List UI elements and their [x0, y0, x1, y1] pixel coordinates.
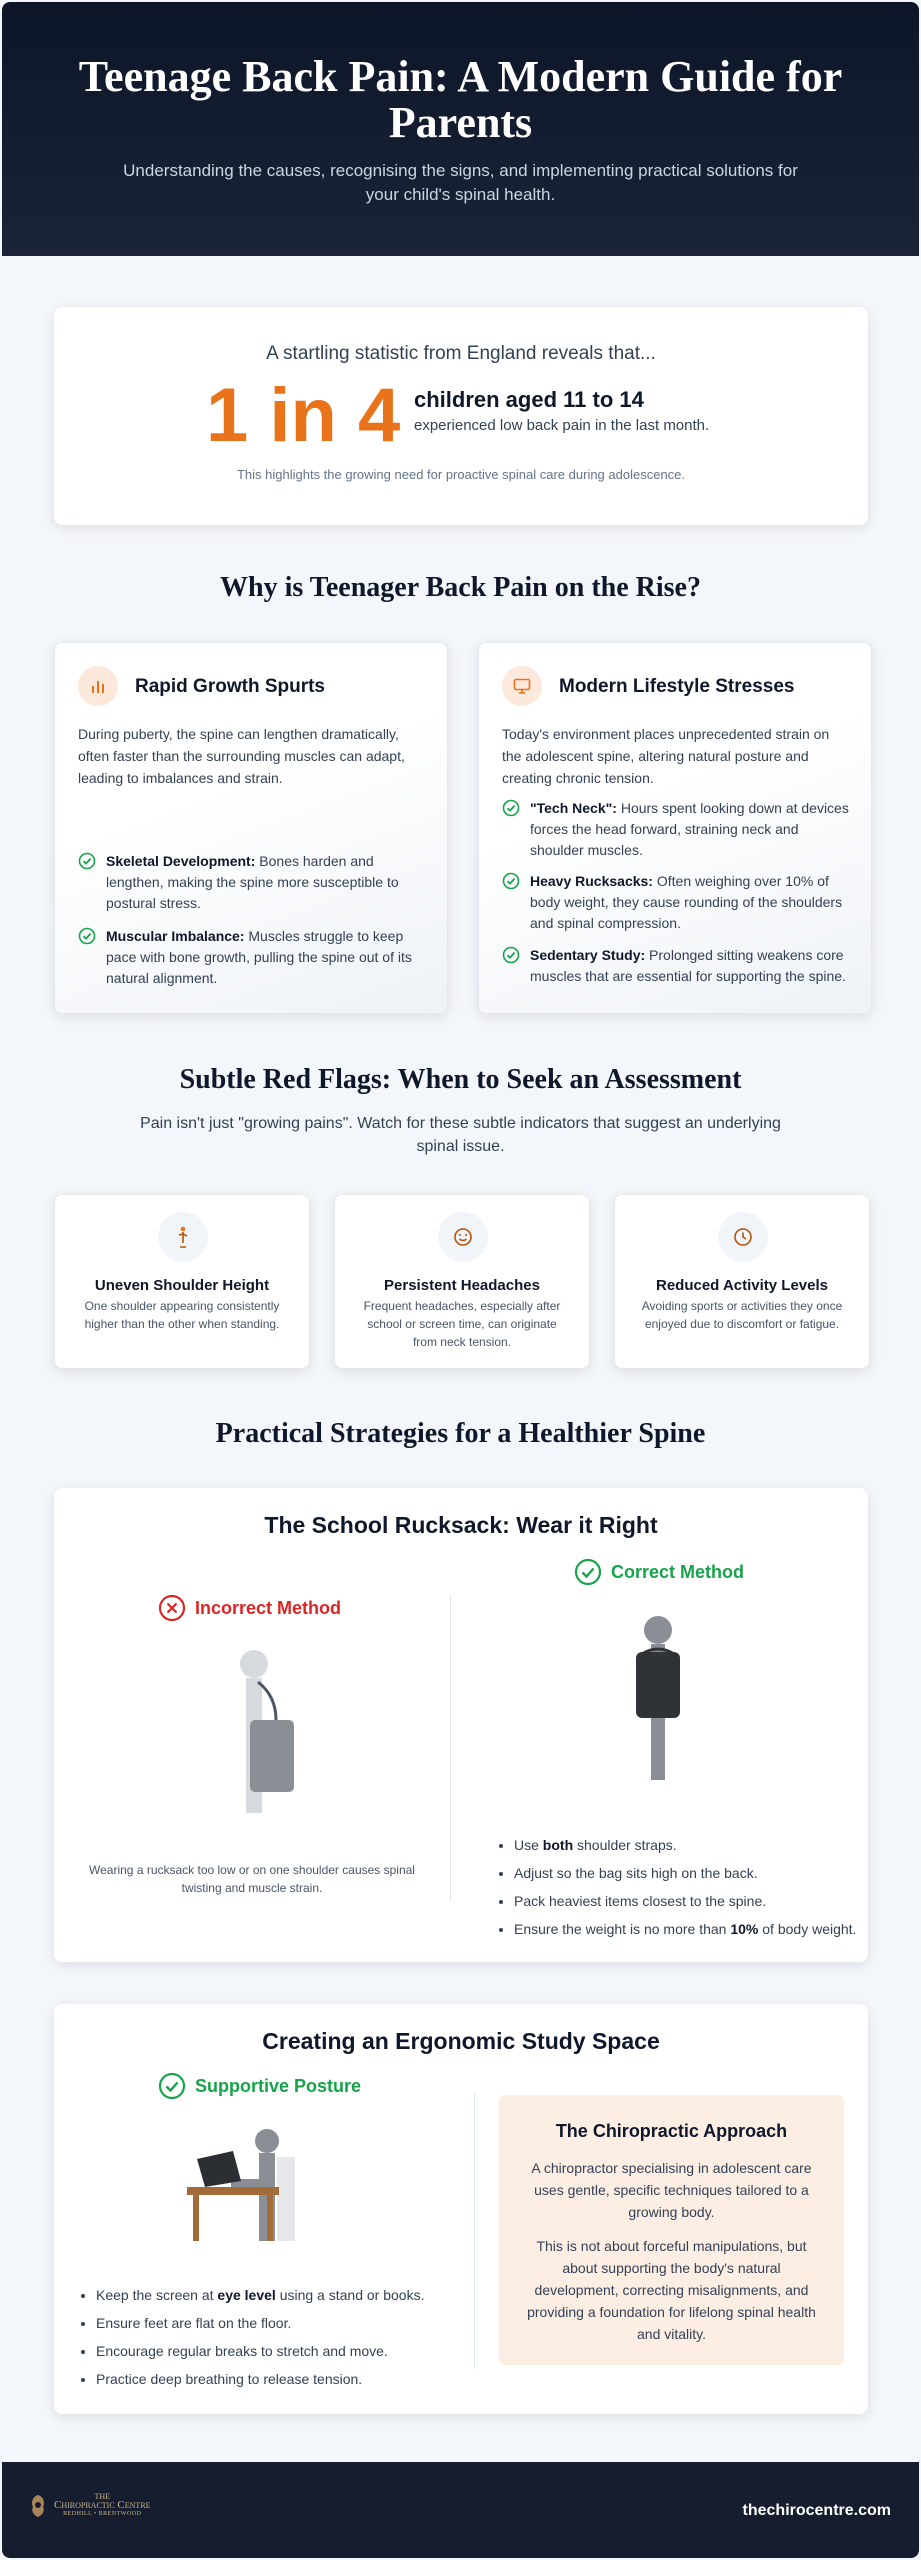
- statistic-headline: children aged 11 to 14: [414, 387, 644, 412]
- flag-title: Uneven Shoulder Height: [94, 1277, 270, 1294]
- cause-point: [78, 851, 427, 914]
- flag-text: Frequent headaches, especially after school or screen time, can originate from neck tension.: [363, 1299, 561, 1349]
- bar-chart-icon: [78, 666, 118, 706]
- chiro-paragraph: This is not about forceful manipulations, but about supporting the body's natural development, correcting misalignments, and providing a foundation for lifelong spinal health and vitality.: [527, 2238, 816, 2342]
- list-item: • Keep the screen at eye level using a stand or books.: [96, 2287, 424, 2304]
- cause-point: [502, 871, 851, 934]
- brand-logo[interactable]: [28, 2492, 151, 2519]
- point-text: Muscles struggle to keep pace with bone growth, pulling the spine out of its natural alignment.: [106, 928, 412, 986]
- point-text: Hours spent looking down at devices forces the head forward, straining neck and shoulder muscles.: [530, 800, 849, 858]
- point-text: Prolonged sitting weakens core muscles that are essential for supporting the spine.: [530, 947, 846, 984]
- flag-card-activity: [614, 1194, 870, 1369]
- cause-card-lifestyle: [478, 642, 872, 1014]
- statistic-intro: A startling statistic from England reveals that...: [266, 343, 656, 364]
- flags-intro: Pain isn't just "growing pains". Watch for these subtle indicators that suggest an underlying spinal issue.: [140, 1115, 781, 1155]
- statistic-card: [54, 307, 868, 525]
- footer: [2, 2462, 919, 2558]
- check-circle-icon: [78, 927, 96, 945]
- cause-description: Today's environment places unprecedented strain on the adolescent spine, altering natural posture and creating chronic tension.: [502, 726, 830, 786]
- point-text: Bones harden and lengthen, making the spine more susceptible to postural stress.: [106, 853, 399, 911]
- flag-card-shoulder: [54, 1194, 310, 1369]
- list-item: • Ensure feet are flat on the floor.: [96, 2315, 424, 2332]
- incorrect-method-heading: [158, 1594, 341, 1622]
- monitor-icon: [502, 666, 542, 706]
- logo-top: THE: [94, 2492, 111, 2501]
- clock-icon: [718, 1212, 768, 1262]
- incorrect-rucksack-illustration: [224, 1648, 294, 1818]
- cause-point: [78, 926, 427, 989]
- check-circle-icon: [574, 1558, 602, 1586]
- point-label: Muscular Imbalance:: [106, 928, 245, 944]
- face-icon: [438, 1212, 488, 1262]
- logo-sub: REDHILL • BRENTWOOD: [63, 2511, 142, 2517]
- cause-point: [502, 945, 851, 987]
- flags-title: Subtle Red Flags: When to Seek an Assessment: [179, 1064, 742, 1095]
- list-item: • Pack heaviest items closest to the spine.: [514, 1893, 856, 1910]
- statistic-detail: experienced low back pain in the last month.: [414, 417, 710, 434]
- list-item: • Use both shoulder straps.: [514, 1837, 856, 1854]
- chiro-paragraph: A chiropractor specialising in adolescent care uses gentle, specific techniques tailored to a growing body.: [531, 2160, 812, 2220]
- supportive-posture-label: Supportive Posture: [195, 2075, 362, 2096]
- ergonomic-desk-illustration: [187, 2129, 307, 2249]
- check-circle-icon: [502, 872, 520, 890]
- chiro-title: The Chiropractic Approach: [555, 2121, 788, 2141]
- list-item: • Encourage regular breaks to stretch and move.: [96, 2343, 424, 2360]
- point-label: Sedentary Study:: [530, 947, 646, 963]
- cause-title: Modern Lifestyle Stresses: [559, 676, 795, 697]
- hero-header: [2, 2, 919, 256]
- rucksack-title: The School Rucksack: Wear it Right: [264, 1512, 658, 1538]
- page: [2, 2, 919, 2558]
- check-circle-icon: [502, 946, 520, 964]
- cause-point: [502, 798, 851, 861]
- strategies-title: Practical Strategies for a Healthier Spine: [215, 1418, 706, 1449]
- logo-main: Chiropractic Centre: [54, 2499, 151, 2511]
- column-divider: [450, 1595, 451, 1901]
- incorrect-method-label: Incorrect Method: [195, 1597, 342, 1618]
- flag-card-headaches: [334, 1194, 590, 1369]
- check-circle-icon: [502, 799, 520, 817]
- page-title: Teenage Back Pain: A Modern Guide for Parents: [78, 52, 843, 147]
- list-item: • Ensure the weight is no more than 10% of body weight.: [514, 1921, 856, 1938]
- check-circle-icon: [158, 2072, 186, 2100]
- flag-title: Reduced Activity Levels: [655, 1277, 828, 1294]
- flag-text: Avoiding sports or activities they once enjoyed due to discomfort or fatigue.: [641, 1299, 843, 1331]
- statistic-note: This highlights the growing need for proactive spinal care during adolescence.: [236, 467, 686, 482]
- column-divider: [474, 2093, 475, 2369]
- website-link[interactable]: thechirocentre.com: [742, 2502, 891, 2519]
- posture-icon: [158, 1212, 208, 1262]
- point-label: Skeletal Development:: [106, 853, 256, 869]
- correct-rucksack-illustration: [628, 1614, 688, 1784]
- ergonomic-card: [54, 2004, 868, 2414]
- ergonomic-title: Creating an Ergonomic Study Space: [262, 2028, 660, 2054]
- cause-title: Rapid Growth Spurts: [135, 676, 325, 697]
- point-label: Heavy Rucksacks:: [530, 873, 653, 889]
- lion-crest-icon: [28, 2493, 48, 2519]
- cause-description: During puberty, the spine can lengthen dramatically, often faster than the surrounding muscles can adapt, leading to imbalances and strain.: [78, 726, 405, 786]
- page-subtitle: Understanding the causes, recognising the signs, and implementing practical solutions for your child's spinal health.: [123, 161, 798, 204]
- statistic-figure: 1 in 4: [206, 373, 401, 458]
- list-item: • Practice deep breathing to release tension.: [96, 2371, 424, 2388]
- supportive-posture-heading: [158, 2072, 361, 2100]
- flag-title: Persistent Headaches: [384, 1277, 540, 1294]
- causes-title: Why is Teenager Back Pain on the Rise?: [220, 572, 701, 603]
- flag-text: One shoulder appearing consistently higher than the other when standing.: [84, 1299, 280, 1331]
- x-circle-icon: [158, 1594, 186, 1622]
- check-circle-icon: [78, 852, 96, 870]
- correct-method-label: Correct Method: [611, 1561, 745, 1582]
- list-item: • Adjust so the bag sits high on the back.: [514, 1865, 856, 1882]
- incorrect-caption: Wearing a rucksack too low or on one shoulder causes spinal twisting and muscle strain.: [89, 1863, 415, 1895]
- chiropractic-approach-box: [499, 2095, 844, 2365]
- ergonomic-tips-list: [78, 2287, 424, 2399]
- rucksack-card: [54, 1488, 868, 1962]
- point-text: Often weighing over 10% of body weight, they cause rounding of the shoulders and spinal compression.: [530, 873, 843, 931]
- cause-card-growth: [54, 642, 448, 1014]
- correct-method-heading: [574, 1558, 744, 1586]
- point-label: "Tech Neck":: [530, 800, 617, 816]
- rucksack-tips-list: [496, 1837, 856, 1949]
